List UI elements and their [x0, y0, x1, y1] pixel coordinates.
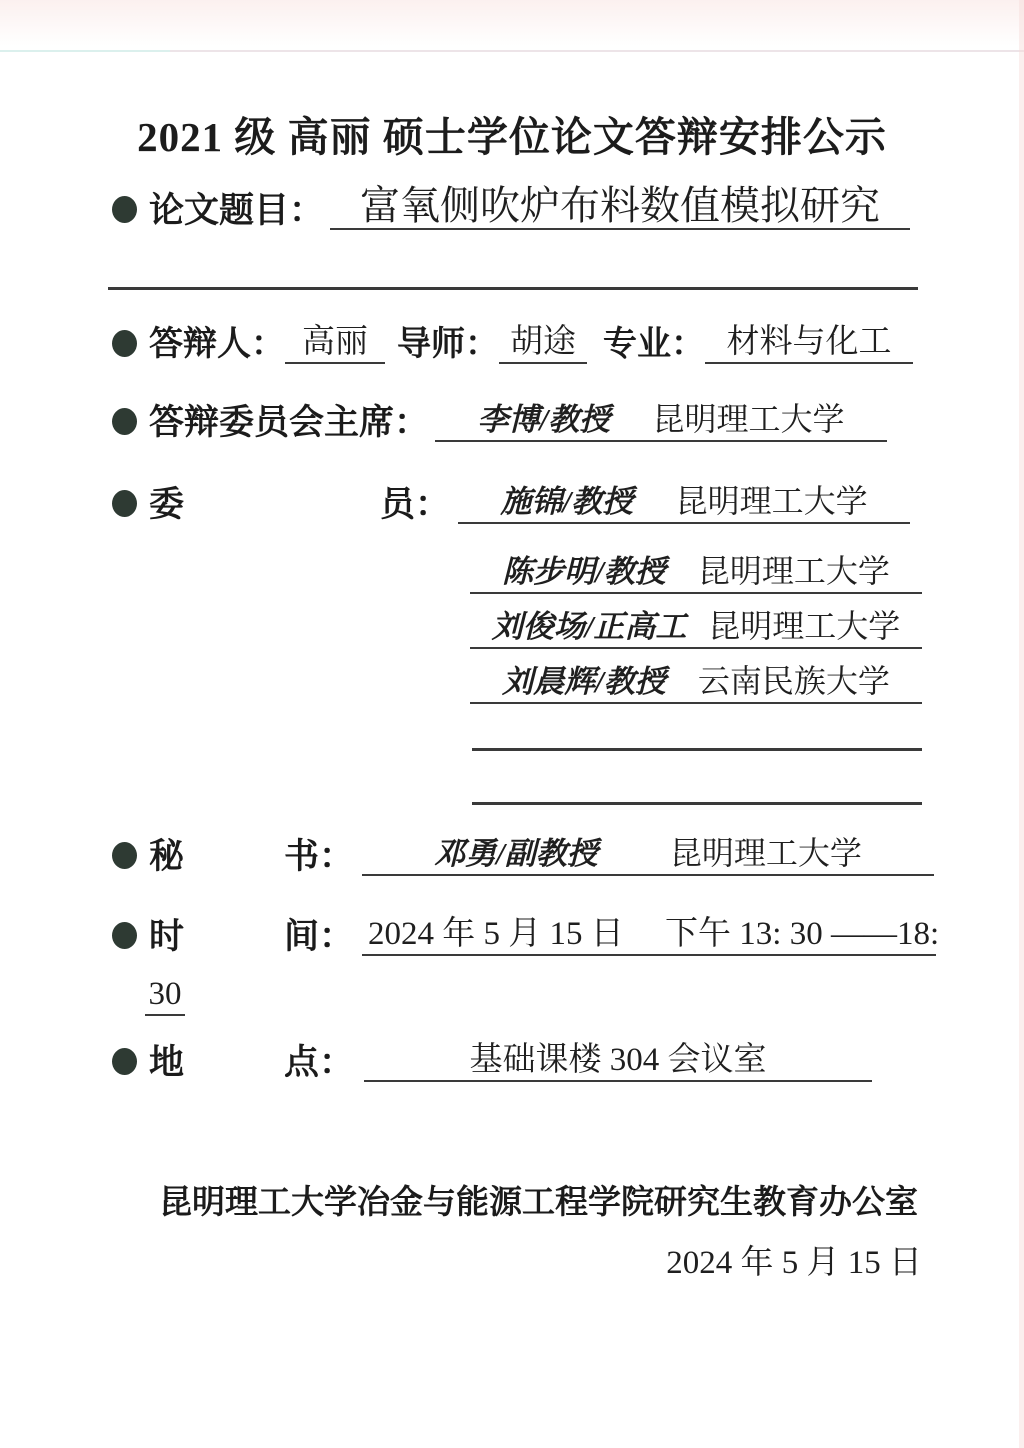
committee-member-line [470, 552, 922, 594]
scan-artifact-line-teal [0, 50, 170, 52]
empty-rule-top [108, 287, 918, 290]
committee-member-line [470, 662, 922, 704]
committee-row [470, 605, 922, 649]
committee-row [470, 660, 922, 704]
committee-member-name: 施锦/教授 [500, 483, 634, 519]
committee-member-line [458, 482, 910, 524]
committee-member-affiliation: 昆明理工大学 [708, 607, 901, 644]
secretary-row [112, 830, 934, 876]
chair-name: 李博/教授 [477, 401, 611, 437]
empty-member-rule [472, 802, 922, 805]
secretary-fill-line [362, 834, 934, 876]
chair-fill-line [435, 400, 887, 442]
major-label: 专业： [603, 325, 705, 363]
venue-row [112, 1036, 872, 1082]
thesis-topic-label: 论文题目： [149, 190, 325, 230]
supervisor-label: 导师： [397, 325, 499, 363]
thesis-topic-row [112, 172, 910, 230]
venue-label-first: 地 [149, 1042, 185, 1082]
bullet-icon [112, 842, 137, 869]
bullet-icon [112, 922, 137, 949]
scan-artifact-right-edge [1019, 0, 1024, 1448]
bullet-icon [112, 196, 137, 223]
committee-member-name: 刘俊场/正高工 [491, 608, 687, 644]
secretary-label-first: 秘 [149, 836, 185, 876]
bullet-icon [112, 330, 137, 357]
defender-value: 高丽 [285, 324, 385, 364]
bullet-icon [112, 490, 137, 517]
committee-label-second: 员： [380, 484, 451, 524]
venue-label-second: 点： [284, 1042, 355, 1082]
time-label-first: 时 [149, 916, 185, 956]
venue-value: 基础课楼 304 会议室 [364, 1042, 872, 1082]
major-value: 材料与化工 [705, 324, 913, 364]
secretary-label-second: 书： [284, 836, 355, 876]
time-continuation-row [145, 978, 185, 1016]
secretary-affiliation: 昆明理工大学 [669, 834, 862, 871]
supervisor-value: 胡途 [499, 324, 587, 364]
time-value-line2: 30 [145, 976, 185, 1016]
chair-affiliation: 昆明理工大学 [652, 400, 845, 437]
footer-office: 昆明理工大学冶金与能源工程学院研究生教育办公室 [159, 1185, 918, 1221]
committee-member-affiliation: 昆明理工大学 [675, 482, 868, 519]
scan-artifact-top [0, 0, 1024, 46]
committee-member-name: 陈步明/教授 [502, 553, 666, 589]
defender-label: 答辩人： [149, 325, 285, 363]
defender-row [112, 318, 913, 364]
footer-date: 2024 年 5 月 15 日 [666, 1245, 922, 1281]
committee-label-first: 委 [149, 484, 185, 524]
committee-row [112, 478, 910, 524]
committee-member-line [470, 607, 922, 649]
committee-row [470, 550, 922, 594]
committee-member-affiliation: 昆明理工大学 [697, 552, 890, 589]
time-value-line1: 2024 年 5 月 15 日 下午 13: 30 ——18: [362, 916, 936, 956]
committee-member-affiliation: 云南民族大学 [697, 662, 890, 699]
secretary-name: 邓勇/副教授 [434, 835, 598, 871]
chair-row [112, 396, 887, 442]
bullet-icon [112, 408, 137, 435]
scan-artifact-line [170, 50, 1024, 52]
committee-member-name: 刘晨辉/教授 [502, 663, 666, 699]
chair-label: 答辩委员会主席： [149, 402, 430, 442]
thesis-topic-value: 富氧侧吹炉布料数值模拟研究 [330, 184, 910, 230]
time-row [112, 910, 940, 956]
bullet-icon [112, 1048, 137, 1075]
time-label-second: 间： [284, 916, 355, 956]
empty-member-rule [472, 748, 922, 751]
page-title: 2021 级 高丽 硕士学位论文答辩安排公示 [137, 114, 887, 160]
